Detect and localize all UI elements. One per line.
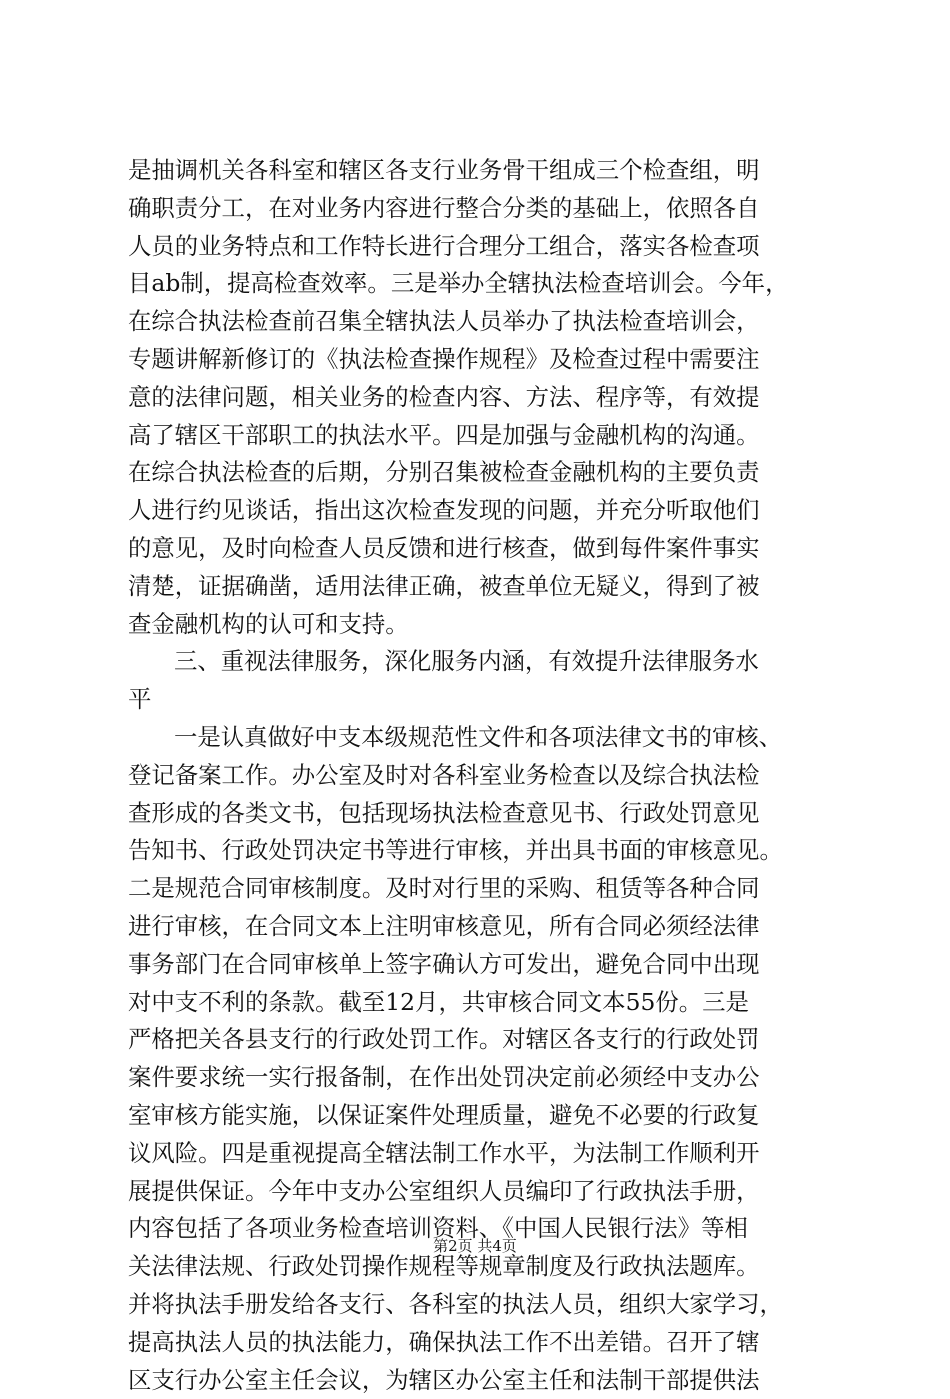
- text-line: 案件要求统一实行报备制，在作出处罚决定前必须经中支办公: [128, 1059, 828, 1097]
- text-line: 人员的业务特点和工作特长进行合理分工组合，落实各检查项: [128, 228, 828, 266]
- text-line: 关法律法规、行政处罚操作规程等规章制度及行政执法题库。: [128, 1248, 828, 1286]
- text-line: 告知书、行政处罚决定书等进行审核，并出具书面的审核意见。: [128, 832, 828, 870]
- text-line: 区支行办公室主任会议，为辖区办公室主任和法制干部提供法: [128, 1362, 828, 1399]
- text-line: 目ab制，提高检查效率。三是举办全辖执法检查培训会。今年，: [128, 265, 828, 303]
- text-line: 高了辖区干部职工的执法水平。四是加强与金融机构的沟通。: [128, 417, 828, 455]
- section-heading: 三、重视法律服务，深化服务内涵，有效提升法律服务水: [128, 643, 828, 681]
- text-line: 确职责分工，在对业务内容进行整合分类的基础上，依照各自: [128, 190, 828, 228]
- text-line: 清楚，证据确凿，适用法律正确，被查单位无疑义，得到了被: [128, 568, 828, 606]
- text-line: 内容包括了各项业务检查培训资料、《中国人民银行法》等相: [128, 1210, 828, 1248]
- text-line: 意的法律问题，相关业务的检查内容、方法、程序等，有效提: [128, 379, 828, 417]
- text-line: 一是认真做好中支本级规范性文件和各项法律文书的审核、: [128, 719, 828, 757]
- text-line: 并将执法手册发给各支行、各科室的执法人员，组织大家学习，: [128, 1286, 828, 1324]
- text-line: 提高执法人员的执法能力，确保执法工作不出差错。召开了辖: [128, 1324, 828, 1362]
- text-line: 专题讲解新修订的《执法检查操作规程》及检查过程中需要注: [128, 341, 828, 379]
- text-line: 展提供保证。今年中支办公室组织人员编印了行政执法手册，: [128, 1173, 828, 1211]
- section-heading-continued: 平: [128, 681, 828, 719]
- text-line: 室审核方能实施，以保证案件处理质量，避免不必要的行政复: [128, 1097, 828, 1135]
- text-line: 查形成的各类文书，包括现场执法检查意见书、行政处罚意见: [128, 795, 828, 833]
- text-line: 登记备案工作。办公室及时对各科室业务检查以及综合执法检: [128, 757, 828, 795]
- text-line: 对中支不利的条款。截至12月，共审核合同文本55份。三是: [128, 984, 828, 1022]
- text-line: 的意见，及时向检查人员反馈和进行核查，做到每件案件事实: [128, 530, 828, 568]
- page-number-footer: 第2页 共4页: [0, 1236, 950, 1256]
- text-line: 人进行约见谈话，指出这次检查发现的问题，并充分听取他们: [128, 492, 828, 530]
- text-line: 事务部门在合同审核单上签字确认方可发出，避免合同中出现: [128, 946, 828, 984]
- text-line: 进行审核，在合同文本上注明审核意见，所有合同必须经法律: [128, 908, 828, 946]
- body-text: [128, 152, 828, 1399]
- text-line: 在综合执法检查前召集全辖执法人员举办了执法检查培训会，: [128, 303, 828, 341]
- text-line: 二是规范合同审核制度。及时对行里的采购、租赁等各种合同: [128, 870, 828, 908]
- text-line: 严格把关各县支行的行政处罚工作。对辖区各支行的行政处罚: [128, 1021, 828, 1059]
- text-line: 是抽调机关各科室和辖区各支行业务骨干组成三个检查组，明: [128, 152, 828, 190]
- text-line: 查金融机构的认可和支持。: [128, 606, 828, 644]
- text-line: 议风险。四是重视提高全辖法制工作水平，为法制工作顺利开: [128, 1135, 828, 1173]
- text-line: 在综合执法检查的后期，分别召集被检查金融机构的主要负责: [128, 454, 828, 492]
